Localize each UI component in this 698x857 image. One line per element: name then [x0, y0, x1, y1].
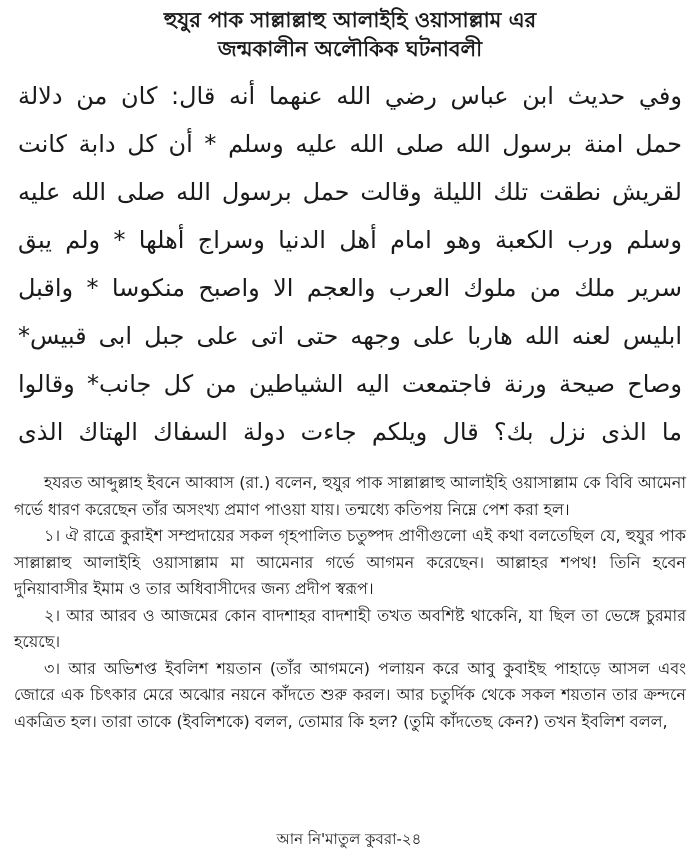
title-line-1: হুযুর পাক সাল্লাল্লাহু আলাইহি ওয়াসাল্লাম এর [163, 8, 537, 32]
bangla-point-1: ১। ঐ রাত্রে কুরাইশ সম্প্রদায়ের সকল গৃহপালিত চতুষ্পদ প্রাণীগুলো এই কথা বলতেছিল যে, হুযুর পাক সাল্লাল্লাহু আলাইহি ওয়াসাল্লাম মা আমেনার গর্ভে আগমন করেছেন। আল্লাহর শপথ! তিনি হবেন দুনিয়াবাসীর ইমাম ও তার অধিবাসীদের জন্য প্রদীপ স্বরূপ। [14, 526, 686, 598]
page-title [14, 6, 686, 64]
bangla-point-2: ২। আর আরব ও আজমের কোন বাদশাহর বাদশাহী তখত অবশিষ্ট থাকেনি, যা ছিল তা ভেঙ্গে চুরমার হয়েছে। [14, 605, 686, 651]
title-line-2: জন্মকালীন অলৌকিক ঘটনাবলী [217, 37, 483, 61]
bangla-intro-paragraph: হযরত আব্দুল্লাহ ইবনে আব্বাস (রা.) বলেন, হুযুর পাক সাল্লাল্লাহু আলাইহি ওয়াসাল্লাম কে বিবি আমেনা গর্ভে ধারণ করেছেন তাঁর অসংখ্য প্রমাণ পাওয়া যায়। তন্মধ্যে কতিপয় নিম্নে পেশ করা হল। [14, 473, 686, 519]
page-footer-reference: আন নি'মাতুল কুবরা-২৪ [276, 830, 422, 848]
arabic-hadith-text: وفي حديث ابن عباس رضي الله عنهما أنه قال: كان من دلالة حمل امنة برسول الله صلى الله عليه وسلم * أن كل دابة كانت لقريش نطقت تلك الليلة وقالت حمل برسول الله صلى الله عليه وسلم ورب الكعبة وهو امام أهل الدنيا وسراج أهلها * ولم يبق سرير ملك من ملوك العرب والعجم الا واصبح منكوسا * واقبل ابليس لعنه الله هاربا على وجهه حتى اتى على جبل ابى قبيس* وصاح صيحة ورنة فاجتمعت اليه الشياطين من كل جانب* وقالوا ما الذى نزل بك؟ قال ويلكم جاءت دولة السفاك الهتاك الذى [18, 82, 682, 446]
bangla-translation [14, 470, 686, 735]
bangla-point-3: ৩। আর অভিশপ্ত ইবলিশ শয়তান (তাঁর আগমনে) পলায়ন করে আবু কুবাইছ পাহাড়ে আসল এবং জোরে এক চিৎকার মেরে অঝোর নয়নে কাঁদতে শুরু করল। আর চতুর্দিক থেকে সকল শয়তান তার ক্রন্দনে একত্রিত হল। তারা তাকে (ইবলিশকে) বলল, তোমার কি হল? (তুমি কাঁদতেছ কেন?) তখন ইবলিশ বলল, [14, 658, 686, 731]
